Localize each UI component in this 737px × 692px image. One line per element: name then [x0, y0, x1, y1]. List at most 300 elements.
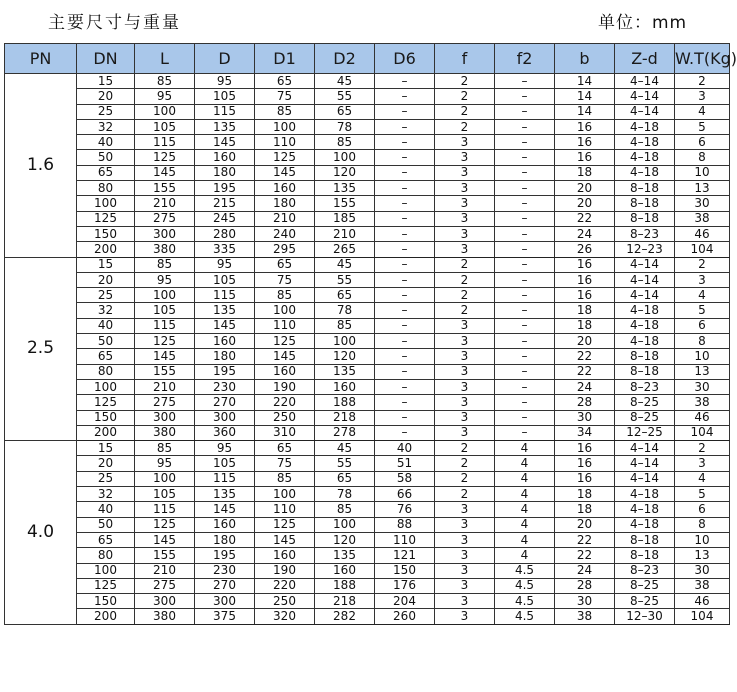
- cell-l: 210: [135, 563, 195, 578]
- cell-f: 3: [435, 226, 495, 241]
- cell-b: 16: [555, 272, 615, 287]
- cell-f: 2: [435, 288, 495, 303]
- cell-f: 3: [435, 349, 495, 364]
- cell-f2: –: [495, 74, 555, 89]
- cell-d1: 110: [255, 135, 315, 150]
- col-header-b: b: [555, 44, 615, 74]
- cell-f: 2: [435, 257, 495, 272]
- cell-d1: 85: [255, 471, 315, 486]
- cell-f2: 4: [495, 517, 555, 532]
- table-row: [5, 532, 730, 547]
- cell-z-d: 8–18: [615, 181, 675, 196]
- cell-d: 245: [195, 211, 255, 226]
- cell-d6: –: [375, 257, 435, 272]
- cell-f2: 4: [495, 502, 555, 517]
- table-row: [5, 211, 730, 226]
- cell-d: 105: [195, 456, 255, 471]
- cell-weight: 10: [675, 165, 730, 180]
- cell-dn: 20: [77, 89, 135, 104]
- table-row: [5, 578, 730, 593]
- cell-b: 14: [555, 104, 615, 119]
- cell-f2: –: [495, 425, 555, 440]
- cell-d6: 260: [375, 609, 435, 624]
- cell-d2: 120: [315, 165, 375, 180]
- cell-d1: 190: [255, 379, 315, 394]
- cell-l: 95: [135, 272, 195, 287]
- cell-dn: 150: [77, 410, 135, 425]
- cell-dn: 100: [77, 379, 135, 394]
- cell-dn: 40: [77, 135, 135, 150]
- cell-d6: –: [375, 288, 435, 303]
- table-row: [5, 563, 730, 578]
- cell-d: 145: [195, 502, 255, 517]
- cell-d: 160: [195, 150, 255, 165]
- cell-b: 34: [555, 425, 615, 440]
- cell-d: 215: [195, 196, 255, 211]
- cell-d: 145: [195, 318, 255, 333]
- cell-d6: –: [375, 119, 435, 134]
- cell-z-d: 4–18: [615, 150, 675, 165]
- cell-l: 115: [135, 502, 195, 517]
- cell-d6: –: [375, 395, 435, 410]
- cell-weight: 38: [675, 578, 730, 593]
- table-row: [5, 181, 730, 196]
- cell-weight: 3: [675, 272, 730, 287]
- cell-d1: 190: [255, 563, 315, 578]
- cell-d1: 160: [255, 548, 315, 563]
- cell-d1: 75: [255, 456, 315, 471]
- cell-d: 360: [195, 425, 255, 440]
- cell-d2: 160: [315, 379, 375, 394]
- cell-f2: –: [495, 349, 555, 364]
- cell-d1: 145: [255, 532, 315, 547]
- cell-l: 155: [135, 364, 195, 379]
- cell-d1: 110: [255, 318, 315, 333]
- cell-d6: –: [375, 165, 435, 180]
- cell-z-d: 4–18: [615, 502, 675, 517]
- cell-d2: 100: [315, 517, 375, 532]
- cell-z-d: 4–14: [615, 471, 675, 486]
- cell-l: 145: [135, 349, 195, 364]
- cell-z-d: 8–25: [615, 410, 675, 425]
- cell-d2: 265: [315, 242, 375, 257]
- cell-weight: 6: [675, 135, 730, 150]
- cell-f: 2: [435, 487, 495, 502]
- cell-b: 24: [555, 563, 615, 578]
- table-row: [5, 517, 730, 532]
- cell-d1: 320: [255, 609, 315, 624]
- table-row: [5, 165, 730, 180]
- cell-z-d: 4–18: [615, 303, 675, 318]
- table-row: [5, 196, 730, 211]
- cell-d1: 220: [255, 578, 315, 593]
- cell-d: 95: [195, 257, 255, 272]
- cell-z-d: 8–25: [615, 395, 675, 410]
- cell-f: 3: [435, 364, 495, 379]
- cell-f2: –: [495, 211, 555, 226]
- table-row: [5, 226, 730, 241]
- cell-dn: 80: [77, 548, 135, 563]
- cell-dn: 50: [77, 334, 135, 349]
- cell-d: 270: [195, 395, 255, 410]
- cell-d6: –: [375, 196, 435, 211]
- cell-z-d: 4–18: [615, 487, 675, 502]
- cell-d: 95: [195, 74, 255, 89]
- table-row: [5, 548, 730, 563]
- cell-f: 3: [435, 334, 495, 349]
- cell-weight: 13: [675, 181, 730, 196]
- cell-d2: 65: [315, 288, 375, 303]
- cell-d2: 78: [315, 487, 375, 502]
- cell-weight: 38: [675, 395, 730, 410]
- cell-weight: 4: [675, 471, 730, 486]
- table-row: [5, 364, 730, 379]
- cell-f2: –: [495, 288, 555, 303]
- cell-weight: 104: [675, 242, 730, 257]
- cell-d1: 295: [255, 242, 315, 257]
- cell-f: 3: [435, 150, 495, 165]
- cell-l: 275: [135, 211, 195, 226]
- cell-l: 155: [135, 181, 195, 196]
- cell-l: 125: [135, 334, 195, 349]
- cell-d: 300: [195, 594, 255, 609]
- cell-f2: –: [495, 303, 555, 318]
- cell-dn: 65: [77, 532, 135, 547]
- cell-z-d: 4–18: [615, 318, 675, 333]
- cell-d6: 58: [375, 471, 435, 486]
- cell-d1: 100: [255, 303, 315, 318]
- header-row: [5, 44, 730, 74]
- cell-l: 155: [135, 548, 195, 563]
- cell-d1: 125: [255, 150, 315, 165]
- table-row: [5, 288, 730, 303]
- table-row: [5, 334, 730, 349]
- cell-weight: 2: [675, 257, 730, 272]
- cell-f2: –: [495, 135, 555, 150]
- table-row: [5, 410, 730, 425]
- cell-d6: –: [375, 303, 435, 318]
- cell-d2: 78: [315, 119, 375, 134]
- cell-d1: 145: [255, 349, 315, 364]
- cell-f2: 4.5: [495, 609, 555, 624]
- cell-d2: 55: [315, 272, 375, 287]
- cell-d6: 66: [375, 487, 435, 502]
- cell-d1: 65: [255, 257, 315, 272]
- cell-f: 3: [435, 563, 495, 578]
- cell-z-d: 8–18: [615, 364, 675, 379]
- cell-d: 160: [195, 334, 255, 349]
- cell-d2: 160: [315, 563, 375, 578]
- table-row: [5, 150, 730, 165]
- col-header-d6: D6: [375, 44, 435, 74]
- cell-d: 335: [195, 242, 255, 257]
- cell-weight: 13: [675, 364, 730, 379]
- cell-d1: 160: [255, 364, 315, 379]
- cell-f: 2: [435, 74, 495, 89]
- table-row: [5, 318, 730, 333]
- table-row: [5, 379, 730, 394]
- cell-d: 195: [195, 548, 255, 563]
- cell-d6: –: [375, 135, 435, 150]
- cell-f2: –: [495, 395, 555, 410]
- cell-z-d: 4–14: [615, 456, 675, 471]
- cell-z-d: 4–14: [615, 104, 675, 119]
- cell-b: 18: [555, 165, 615, 180]
- cell-z-d: 4–18: [615, 119, 675, 134]
- table-row: [5, 74, 730, 89]
- cell-weight: 10: [675, 532, 730, 547]
- cell-l: 275: [135, 395, 195, 410]
- cell-dn: 32: [77, 303, 135, 318]
- cell-z-d: 8–25: [615, 594, 675, 609]
- cell-l: 380: [135, 609, 195, 624]
- cell-b: 20: [555, 517, 615, 532]
- cell-d: 115: [195, 288, 255, 303]
- cell-f2: 4.5: [495, 578, 555, 593]
- cell-d2: 65: [315, 471, 375, 486]
- cell-d2: 100: [315, 150, 375, 165]
- cell-b: 16: [555, 119, 615, 134]
- cell-d: 115: [195, 104, 255, 119]
- cell-d6: –: [375, 425, 435, 440]
- cell-weight: 5: [675, 303, 730, 318]
- cell-z-d: 8–23: [615, 563, 675, 578]
- cell-z-d: 4–18: [615, 517, 675, 532]
- table-row: [5, 594, 730, 609]
- cell-b: 24: [555, 379, 615, 394]
- cell-d6: –: [375, 318, 435, 333]
- cell-d2: 120: [315, 532, 375, 547]
- cell-l: 95: [135, 89, 195, 104]
- table-row: [5, 257, 730, 272]
- cell-z-d: 8–18: [615, 211, 675, 226]
- cell-dn: 200: [77, 609, 135, 624]
- cell-d1: 75: [255, 272, 315, 287]
- cell-dn: 20: [77, 272, 135, 287]
- cell-d: 135: [195, 119, 255, 134]
- cell-d2: 120: [315, 349, 375, 364]
- cell-l: 95: [135, 456, 195, 471]
- cell-dn: 150: [77, 594, 135, 609]
- cell-weight: 46: [675, 410, 730, 425]
- cell-f: 3: [435, 532, 495, 547]
- cell-l: 85: [135, 441, 195, 456]
- cell-d6: –: [375, 334, 435, 349]
- cell-d6: –: [375, 74, 435, 89]
- table-row: [5, 104, 730, 119]
- cell-f2: –: [495, 104, 555, 119]
- cell-d: 195: [195, 364, 255, 379]
- cell-weight: 3: [675, 456, 730, 471]
- cell-d2: 282: [315, 609, 375, 624]
- cell-weight: 5: [675, 119, 730, 134]
- cell-d2: 85: [315, 135, 375, 150]
- dimensions-table: [4, 43, 737, 625]
- cell-d6: 88: [375, 517, 435, 532]
- table-row: [5, 456, 730, 471]
- cell-f: 2: [435, 456, 495, 471]
- cell-dn: 125: [77, 211, 135, 226]
- cell-b: 24: [555, 226, 615, 241]
- table-row: [5, 471, 730, 486]
- col-header-d2: D2: [315, 44, 375, 74]
- cell-l: 210: [135, 379, 195, 394]
- table-row: [5, 303, 730, 318]
- cell-f: 2: [435, 441, 495, 456]
- cell-d1: 125: [255, 517, 315, 532]
- cell-b: 22: [555, 532, 615, 547]
- cell-d2: 135: [315, 181, 375, 196]
- cell-dn: 100: [77, 563, 135, 578]
- cell-l: 145: [135, 532, 195, 547]
- cell-f2: –: [495, 181, 555, 196]
- cell-z-d: 4–18: [615, 135, 675, 150]
- cell-f2: –: [495, 364, 555, 379]
- cell-d1: 180: [255, 196, 315, 211]
- cell-l: 115: [135, 135, 195, 150]
- cell-d: 270: [195, 578, 255, 593]
- cell-dn: 80: [77, 364, 135, 379]
- cell-b: 18: [555, 303, 615, 318]
- cell-f2: 4: [495, 548, 555, 563]
- cell-d: 180: [195, 165, 255, 180]
- cell-dn: 65: [77, 349, 135, 364]
- cell-d2: 278: [315, 425, 375, 440]
- cell-d1: 75: [255, 89, 315, 104]
- cell-weight: 2: [675, 441, 730, 456]
- cell-d6: –: [375, 272, 435, 287]
- cell-f2: –: [495, 379, 555, 394]
- cell-d: 195: [195, 181, 255, 196]
- cell-dn: 50: [77, 517, 135, 532]
- cell-l: 300: [135, 410, 195, 425]
- table-row: [5, 89, 730, 104]
- cell-f2: 4.5: [495, 563, 555, 578]
- cell-b: 28: [555, 578, 615, 593]
- cell-b: 16: [555, 150, 615, 165]
- cell-dn: 200: [77, 242, 135, 257]
- cell-d6: –: [375, 379, 435, 394]
- cell-d: 105: [195, 89, 255, 104]
- cell-f2: –: [495, 226, 555, 241]
- cell-f: 3: [435, 609, 495, 624]
- cell-d6: 121: [375, 548, 435, 563]
- cell-b: 20: [555, 196, 615, 211]
- col-header-l: L: [135, 44, 195, 74]
- cell-dn: 100: [77, 196, 135, 211]
- cell-d1: 160: [255, 181, 315, 196]
- cell-d: 375: [195, 609, 255, 624]
- cell-d1: 125: [255, 334, 315, 349]
- cell-d: 230: [195, 563, 255, 578]
- cell-f: 3: [435, 578, 495, 593]
- cell-d2: 135: [315, 548, 375, 563]
- cell-dn: 125: [77, 395, 135, 410]
- cell-f2: 4.5: [495, 594, 555, 609]
- cell-weight: 8: [675, 517, 730, 532]
- cell-d1: 100: [255, 119, 315, 134]
- cell-z-d: 4–18: [615, 334, 675, 349]
- cell-l: 100: [135, 288, 195, 303]
- cell-d: 145: [195, 135, 255, 150]
- table-row: [5, 425, 730, 440]
- cell-d1: 85: [255, 104, 315, 119]
- cell-d2: 188: [315, 395, 375, 410]
- cell-f: 3: [435, 181, 495, 196]
- cell-l: 380: [135, 425, 195, 440]
- cell-f: 3: [435, 410, 495, 425]
- cell-b: 22: [555, 211, 615, 226]
- cell-d: 105: [195, 272, 255, 287]
- cell-f2: –: [495, 272, 555, 287]
- cell-f2: –: [495, 334, 555, 349]
- cell-b: 28: [555, 395, 615, 410]
- cell-d2: 45: [315, 441, 375, 456]
- cell-d6: 51: [375, 456, 435, 471]
- cell-l: 100: [135, 471, 195, 486]
- cell-l: 300: [135, 226, 195, 241]
- col-header-z-d: Z-d: [615, 44, 675, 74]
- cell-d6: –: [375, 410, 435, 425]
- cell-f2: –: [495, 410, 555, 425]
- cell-dn: 32: [77, 119, 135, 134]
- cell-dn: 40: [77, 502, 135, 517]
- cell-weight: 5: [675, 487, 730, 502]
- cell-d6: 110: [375, 532, 435, 547]
- cell-f: 3: [435, 196, 495, 211]
- table-row: [5, 395, 730, 410]
- cell-z-d: 4–14: [615, 257, 675, 272]
- cell-d: 135: [195, 487, 255, 502]
- cell-f2: –: [495, 318, 555, 333]
- cell-d6: –: [375, 226, 435, 241]
- cell-z-d: 12–23: [615, 242, 675, 257]
- cell-d: 115: [195, 471, 255, 486]
- cell-b: 38: [555, 609, 615, 624]
- col-header-dn: DN: [77, 44, 135, 74]
- cell-d1: 220: [255, 395, 315, 410]
- cell-b: 26: [555, 242, 615, 257]
- table-row: [5, 441, 730, 456]
- cell-d: 300: [195, 410, 255, 425]
- cell-weight: 3: [675, 89, 730, 104]
- cell-d: 160: [195, 517, 255, 532]
- cell-z-d: 12–25: [615, 425, 675, 440]
- cell-d1: 250: [255, 594, 315, 609]
- cell-l: 125: [135, 150, 195, 165]
- cell-d1: 85: [255, 288, 315, 303]
- cell-f2: 4: [495, 471, 555, 486]
- cell-d6: –: [375, 89, 435, 104]
- cell-l: 115: [135, 318, 195, 333]
- col-header-weight: W.T(Kg): [675, 44, 730, 74]
- cell-weight: 4: [675, 288, 730, 303]
- cell-l: 210: [135, 196, 195, 211]
- cell-l: 125: [135, 517, 195, 532]
- table-body: [5, 74, 730, 625]
- cell-d6: –: [375, 104, 435, 119]
- cell-weight: 104: [675, 425, 730, 440]
- cell-l: 300: [135, 594, 195, 609]
- pn-cell: 1.6: [5, 74, 77, 258]
- cell-b: 16: [555, 471, 615, 486]
- cell-b: 22: [555, 349, 615, 364]
- cell-d: 135: [195, 303, 255, 318]
- pn-cell: 4.0: [5, 441, 77, 625]
- cell-z-d: 8–23: [615, 379, 675, 394]
- cell-f: 2: [435, 303, 495, 318]
- cell-d2: 45: [315, 74, 375, 89]
